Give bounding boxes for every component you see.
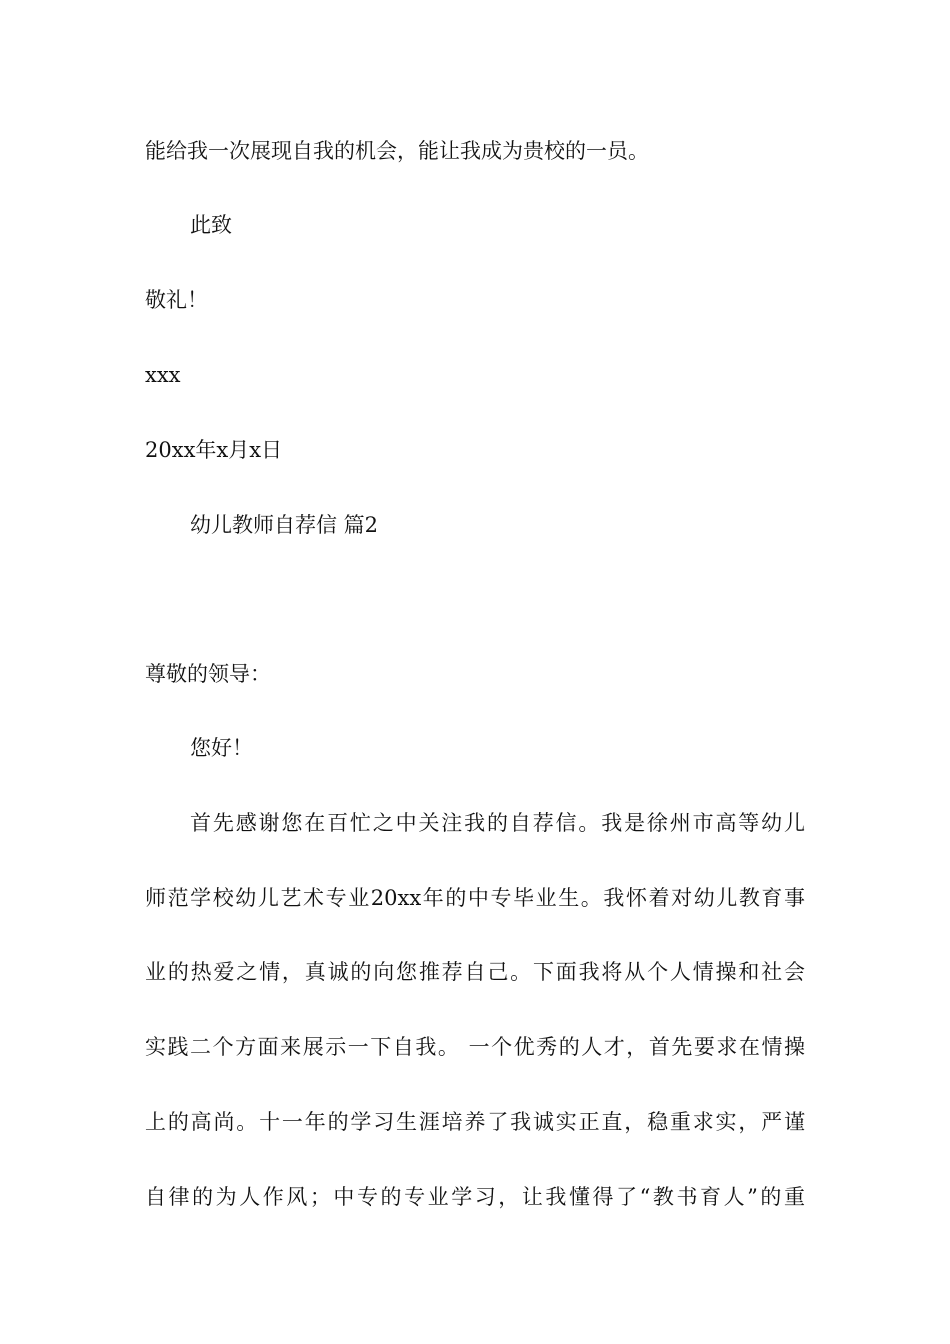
paragraph-line: 业的热爱之情，真诚的向您推荐自己。下面我将从个人情操和社会 [145,960,805,984]
date-line: 20xx年x月x日 [145,438,283,462]
paragraph-line: 首先感谢您在百忙之中关注我的自荐信。我是徐州市高等幼儿 [190,811,805,835]
hello-line: 您好！ [190,736,253,760]
paragraph-line: 师范学校幼儿艺术专业20xx年的中专毕业生。我怀着对幼儿教育事 [145,886,805,910]
signature: xxx [145,363,181,387]
section-title: 幼儿教师自荐信 篇2 [190,513,379,537]
closing-line: 能给我一次展现自我的机会，能让我成为贵校的一员。 [145,139,649,163]
paragraph-line: 实践二个方面来展示一下自我。 一个优秀的人才，首先要求在情操 [145,1035,805,1059]
salutation-close: 此致 [190,213,232,237]
greeting: 尊敬的领导： [145,662,271,686]
paragraph-line: 上的高尚。十一年的学习生涯培养了我诚实正直，稳重求实，严谨 [145,1110,805,1134]
paragraph-line: 自律的为人作风；中专的专业学习，让我懂得了“教书育人”的重 [145,1185,805,1209]
respect-line: 敬礼！ [145,288,208,312]
